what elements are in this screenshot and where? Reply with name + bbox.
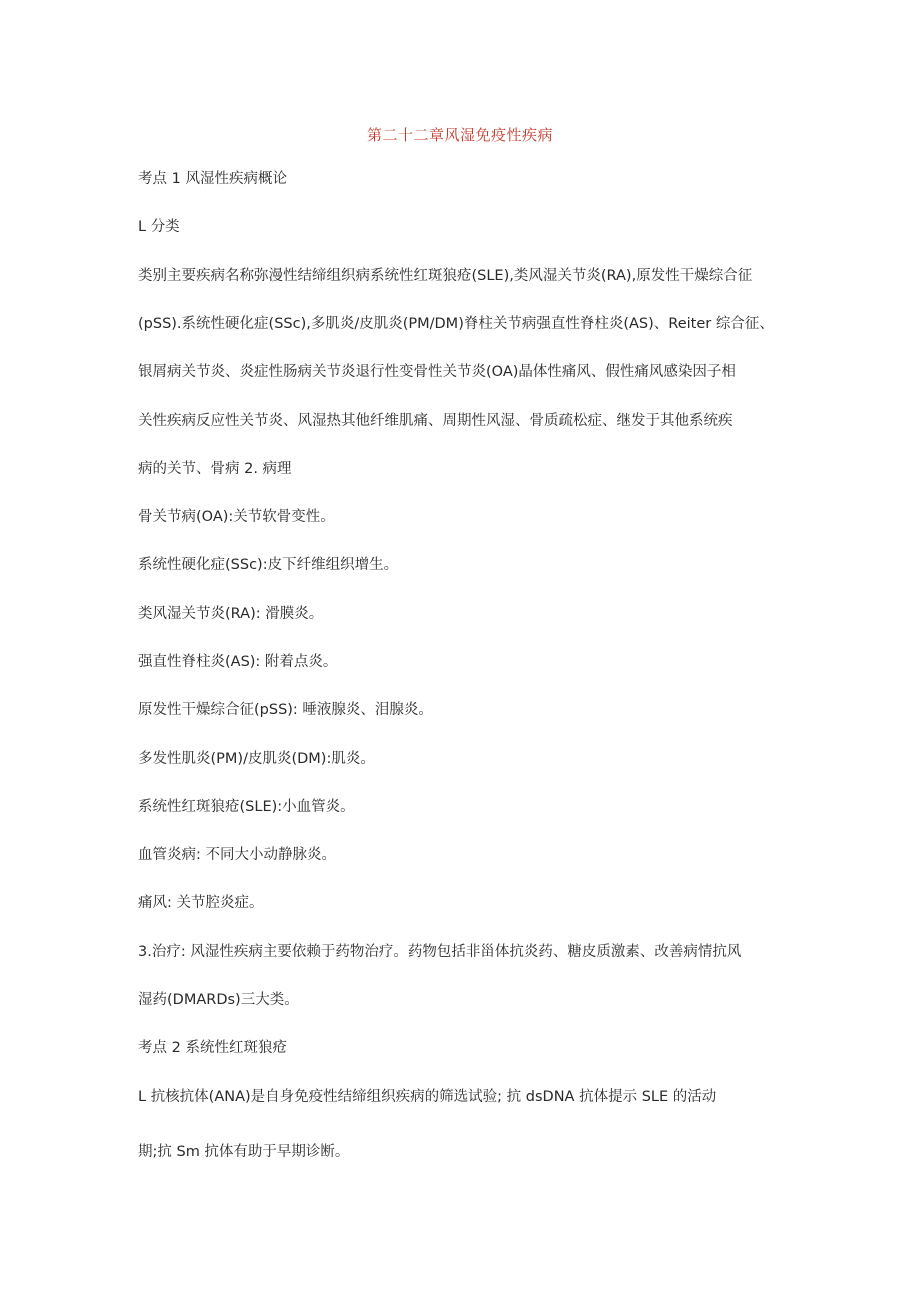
classification-text-line-1: 类别主要疾病名称弥漫性结缔组织病系统性红斑狼疮(SLE),类风湿关节炎(RA),原发性干燥综合征: [138, 268, 753, 284]
chapter-title: 第二十二章风湿免疫性疾病: [366, 126, 553, 144]
pathology-ra: 类风湿关节炎(RA): 滑膜炎。: [138, 606, 324, 622]
treatment-text-line-1: 3.治疗: 风湿性疾病主要依赖于药物治疗。药物包括非甾体抗炎药、糖皮质激素、改善病情抗风: [138, 944, 742, 960]
sle-antibody-text-line-2: 期;抗 Sm 抗体有助于早期诊断。: [138, 1144, 350, 1160]
pathology-vasculitis: 血管炎病: 不同大小动静脉炎。: [138, 847, 336, 863]
pathology-sle: 系统性红斑狼疮(SLE):小血管炎。: [138, 799, 355, 815]
classification-text-line-3: 银屑病关节炎、炎症性肠病关节炎退行性变骨性关节炎(OA)晶体性痛风、假性痛风感染因子相: [138, 364, 736, 380]
classification-text-line-4: 关性疾病反应性关节炎、风湿热其他纤维肌痛、周期性风湿、骨质疏松症、继发于其他系统疾: [138, 413, 733, 429]
pathology-pm-dm: 多发性肌炎(PM)/皮肌炎(DM):肌炎。: [138, 751, 375, 767]
sle-antibody-text-line-1: L 抗核抗体(ANA)是自身免疫性结缔组织疾病的筛选试验; 抗 dsDNA 抗体提示 SLE 的活动: [138, 1089, 717, 1105]
pathology-pss: 原发性干燥综合征(pSS): 唾液腺炎、泪腺炎。: [138, 702, 433, 718]
subsection-classification: L 分类: [138, 219, 180, 235]
pathology-ssc: 系统性硬化症(SSc):皮下纤维组织增生。: [138, 557, 399, 573]
treatment-text-line-2: 湿药(DMARDs)三大类。: [138, 992, 299, 1008]
pathology-as: 强直性脊柱炎(AS): 附着点炎。: [138, 654, 338, 670]
section-heading-rheumatic-overview: 考点 1 风湿性疾病概论: [138, 171, 287, 187]
pathology-oa: 骨关节病(OA):关节软骨变性。: [138, 509, 335, 525]
classification-text-line-2: (pSS).系统性硬化症(SSc),多肌炎/皮肌炎(PM/DM)脊柱关节病强直性脊柱炎(AS)、Reiter 综合征、: [138, 316, 774, 332]
section-heading-sle: 考点 2 系统性红斑狼疮: [138, 1040, 287, 1056]
pathology-gout: 痛风: 关节腔炎症。: [138, 895, 264, 911]
classification-text-line-5: 病的关节、骨病 2. 病理: [138, 461, 292, 477]
